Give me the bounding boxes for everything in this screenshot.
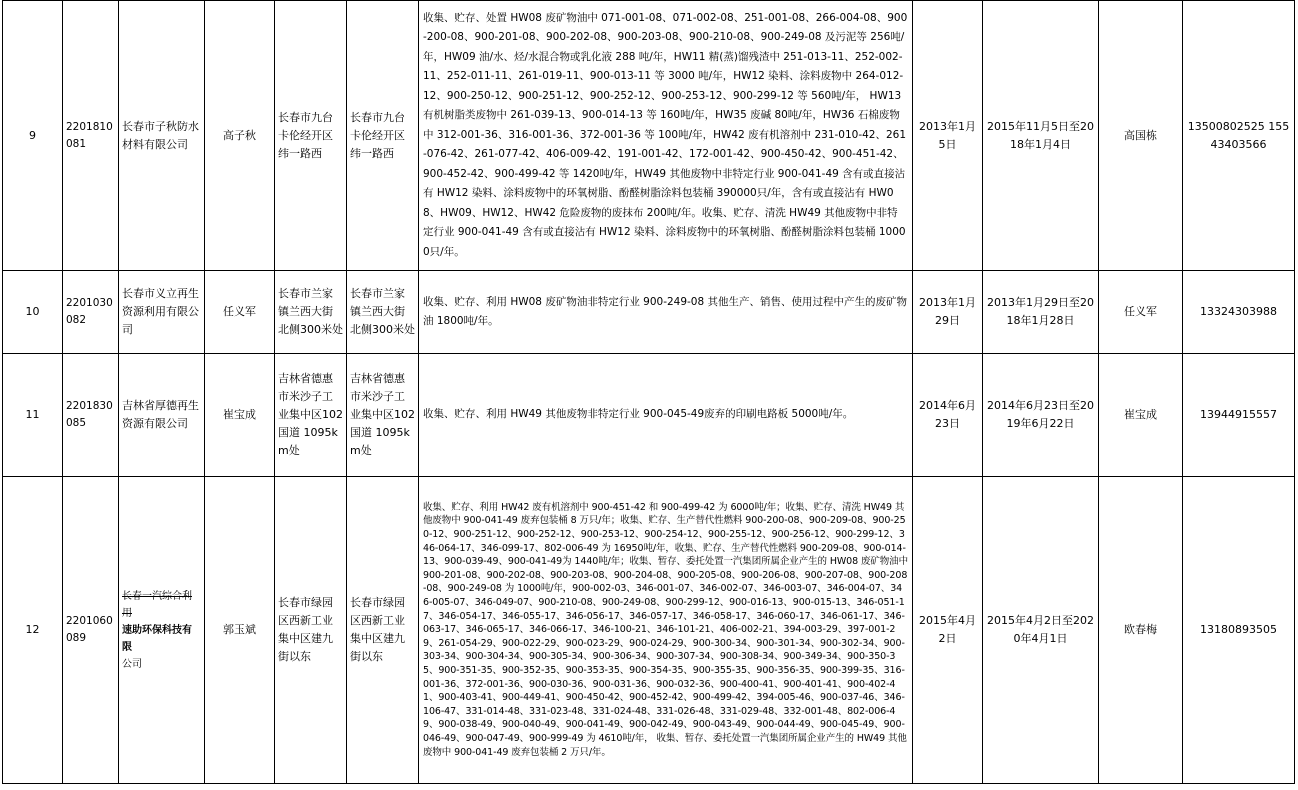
legal-representative: 崔宝成: [205, 354, 275, 477]
registered-address: 长春市兰家镇兰西大街北侧300米处: [275, 271, 347, 354]
table-row: [3, 1, 1295, 271]
validity-period: 2014年6月23日至2019年6月22日: [983, 354, 1099, 477]
legal-representative: 高子秋: [205, 1, 275, 271]
issue-date: 2013年1月5日: [913, 1, 983, 271]
business-scope: 收集、贮存、利用 HW49 其他废物非特定行业 900-045-49废弃的印刷电路板 5000吨/年。: [419, 354, 913, 477]
business-scope: 收集、贮存、利用 HW42 废有机溶剂中 900-451-42 和 900-499-42 为 6000吨/年；收集、贮存、清洗 HW49 其他废物中 900-041-49 废弃包装桶 8 万只/年；收集、贮存、生产替代性燃料 900-200-08、900-209-08、900-250-12、900-251-12、900-252-12、900-253-12、900-254-12、900-255-12、900-256-12、900-299-12、346-064-17、346-099-17、802-006-49 为 16950吨/年，收集、贮存、生产替代性燃料 900-209-08、900-014-13、900-039-49、900-041-49为 1440吨/年；收集、暂存、委托处置一汽集团所属企业产生的 HW08 废矿物油中 900-201-08、900-202-08、900-203-08、900-204-08、900-205-08、900-206-08、900-207-08、900-208-08、900-249-08 为 1000吨/年，900-002-03、346-001-07、346-002-07、346-003-07、346-004-07、346-005-07、346-049-07、900-210-08、900-249-08、900-299-12、900-016-13、900-015-13、346-051-17、346-054-17、346-055-17、346-056-17、346-057-17、346-058-17、346-060-17、346-061-17、346-063-17、346-065-17、346-066-17、346-100-21、346-101-21、406-002-21、394-003-29、397-001-29、261-054-29、900-022-29、900-023-29、900-024-29、900-300-34、900-301-34、900-302-34、900-303-34、900-304-34、900-305-34、900-306-34、900-307-34、900-308-34、900-349-34、900-350-35、900-351-35、900-352-35、900-353-35、900-354-35、900-355-35、900-356-35、900-399-35、316-001-36、372-001-36、900-030-36、900-031-36、900-032-36、900-400-41、900-401-41、900-402-41、900-403-41、900-449-41、900-450-42、900-452-42、900-499-42、394-005-46、900-037-46、346-106-47、331-014-48、331-023-48、331-024-48、331-026-48、331-029-48、332-001-48、802-006-49、900-038-49、900-040-49、900-041-49、900-042-49、900-043-49、900-044-49、900-045-49、900-046-49、900-047-49、900-999-49 为 4610吨/年， 收集、暂存、委托处置一汽集团所属企业产生的 HW49 其他废物中 900-041-49 废弃包装桶 2 万只/年。: [419, 477, 913, 784]
company-name-struck: 长春一汽综合利用: [122, 590, 192, 619]
business-scope: 收集、贮存、处置 HW08 废矿物油中 071-001-08、071-002-08、251-001-08、266-004-08、900-200-08、900-201-08、900-202-08、900-203-08、900-210-08、900-249-08 及污泥等 256吨/年，HW09 油/水、烃/水混合物或乳化液 288 吨/年，HW11 精(蒸)馏残渣中 251-013-11、252-002-11、252-011-11、261-019-11、900-013-11 等 3000 吨/年，HW12 染料、涂料废物中 264-012-12、900-250-12、900-251-12、900-252-12、900-253-12、900-299-12 等 560吨/年， HW13 有机树脂类废物中 261-039-13、900-014-13 等 160吨/年，HW35 废碱 80吨/年，HW36 石棉废物中 312-001-36、316-001-36、372-001-36 等 100吨/年，HW42 废有机溶剂中 231-010-42、261-076-42、261-077-42、406-009-42、191-001-42、172-001-42、900-450-42、900-451-42、900-452-42、900-499-42 等 1420吨/年，HW49 其他废物中非特定行业 900-041-49 含有或直接沾有 HW12 染料、涂料废物中的环氧树脂、酚醛树脂涂料包装桶 390000只/年，含有或直接沾有 HW08、HW09、HW12、HW42 危险废物的废抹布 200吨/年。收集、贮存、清洗 HW49 其他废物中非特定行业 900-041-49 含有或直接沾有 HW12 染料、涂料废物中的环氧树脂、酚醛树脂涂料包装桶 10000只/年。: [419, 1, 913, 271]
registered-address: 长春市绿园区西新工业集中区建九街以东: [275, 477, 347, 784]
contact-phone: 13944915557: [1183, 354, 1295, 477]
issue-date: 2013年1月29日: [913, 271, 983, 354]
legal-representative: 郭玉斌: [205, 477, 275, 784]
contact-phone: 13180893505: [1183, 477, 1295, 784]
company-name-tail: 公司: [122, 658, 142, 670]
license-table: [2, 0, 1295, 784]
company-name-overlay: 速助环保科技有限: [122, 624, 192, 653]
business-scope: 收集、贮存、利用 HW08 废矿物油非特定行业 900-249-08 其他生产、销售、使用过程中产生的废矿物油 1800吨/年。: [419, 271, 913, 354]
license-number: 2201830085: [63, 354, 119, 477]
row-number: 10: [3, 271, 63, 354]
contact-phone: 13324303988: [1183, 271, 1295, 354]
operating-address: 长春市兰家镇兰西大街北侧300米处: [347, 271, 419, 354]
company-name: 吉林省厚德再生资源有限公司: [119, 354, 205, 477]
registered-address: 吉林省德惠市米沙子工业集中区102国道 1095km处: [275, 354, 347, 477]
contact-person: 崔宝成: [1099, 354, 1183, 477]
table-row: [3, 477, 1295, 784]
issue-date: 2014年6月23日: [913, 354, 983, 477]
operating-address: 长春市绿园区西新工业集中区建九街以东: [347, 477, 419, 784]
legal-representative: 任义军: [205, 271, 275, 354]
table-row: [3, 271, 1295, 354]
row-number: 11: [3, 354, 63, 477]
operating-address: 吉林省德惠市米沙子工业集中区102国道 1095km处: [347, 354, 419, 477]
validity-period: 2015年11月5日至2018年1月4日: [983, 1, 1099, 271]
contact-person: 欧春梅: [1099, 477, 1183, 784]
company-name: [119, 477, 205, 784]
license-number: 2201810081: [63, 1, 119, 271]
validity-period: 2013年1月29日至2018年1月28日: [983, 271, 1099, 354]
row-number: 9: [3, 1, 63, 271]
validity-period: 2015年4月2日至2020年4月1日: [983, 477, 1099, 784]
contact-person: 高国栋: [1099, 1, 1183, 271]
company-name: 长春市义立再生资源利用有限公司: [119, 271, 205, 354]
license-number: 2201030082: [63, 271, 119, 354]
operating-address: 长春市九台卡伦经开区纬一路西: [347, 1, 419, 271]
license-number: 2201060089: [63, 477, 119, 784]
registered-address: 长春市九台卡伦经开区纬一路西: [275, 1, 347, 271]
row-number: 12: [3, 477, 63, 784]
company-name: 长春市子秋防水材料有限公司: [119, 1, 205, 271]
contact-phone: 13500802525 15543403566: [1183, 1, 1295, 271]
table-row: [3, 354, 1295, 477]
issue-date: 2015年4月2日: [913, 477, 983, 784]
contact-person: 任义军: [1099, 271, 1183, 354]
